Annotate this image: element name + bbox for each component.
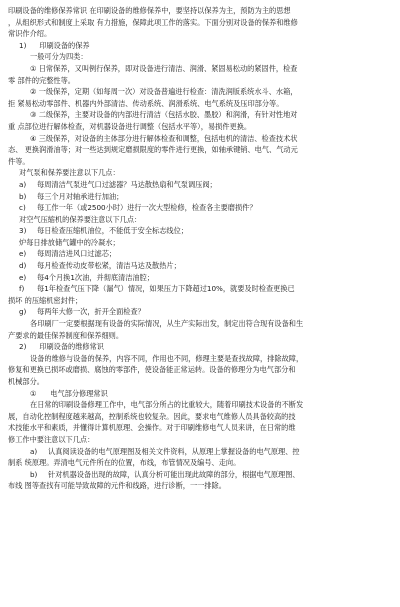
item-text: 每1年检查气压下降（漏气）情况，如果压力下降超过10%，就要及时检查更换已 bbox=[37, 284, 295, 294]
text-line: 态、 更换润滑油等；对一些达到规定磨损限度的零件进行更换，如轴承键销、电气、气动元 bbox=[8, 145, 298, 155]
text-line: ③ 二级保养，主要对设备的内部进行清洁（包括水胶、墨胶）和润滑，有针对性地对 bbox=[30, 110, 298, 120]
list-item bbox=[8, 306, 390, 318]
item-label: d) bbox=[19, 261, 27, 271]
section-heading-repair bbox=[8, 341, 390, 353]
item-label: a) bbox=[19, 179, 27, 189]
subsection-heading-electrical bbox=[8, 388, 390, 400]
text-line: 常识作介绍。 bbox=[8, 29, 52, 39]
text-line bbox=[8, 469, 390, 481]
text-line: 在日常的印刷设备修理工作中，电气部分所占的比重较大，随着印刷技术设备的不断发 bbox=[30, 400, 304, 410]
text-line: 布线 图等查找有可能导致故障的元件和线路，进行诊断，一一排除。 bbox=[8, 481, 226, 491]
list-item bbox=[8, 260, 390, 272]
text-line bbox=[8, 283, 390, 295]
list-item bbox=[8, 446, 390, 469]
text-line: ，从组织形式和制度上采取 有力措施，保障此项工作的落实。下面分别对设备的保养和维修 bbox=[8, 17, 298, 27]
text-line: 制系 统原理。弄清电气元件所在的位置，布线，布管情况及编号、走向。 bbox=[8, 458, 241, 468]
section-number: 2) bbox=[19, 342, 27, 352]
air-pump-heading: 对气泵和保养要注意以下几点： bbox=[19, 168, 120, 178]
item-label: b) bbox=[19, 191, 27, 201]
text-line: 术技能水平和素质，并懂得计算机原理、会操作。对于印刷维修电气人员来讲，在日常的维 bbox=[8, 423, 296, 433]
item-text: 每周清洁进风口过滤芯； bbox=[37, 249, 117, 259]
section-title: 印刷设备的维修常识 bbox=[39, 342, 104, 352]
item-label: b) bbox=[30, 469, 38, 479]
item-text: 每三个月对轴承进行加油； bbox=[37, 191, 124, 201]
item-label: g) bbox=[19, 307, 27, 317]
maintenance-type-item bbox=[8, 86, 390, 109]
text-line: ④ 三级保养，对设备的主体部分进行解体检查和调整，包括电机的清洁、检查技术状 bbox=[30, 133, 298, 143]
item-text: 每日检查压缩机油位，不能低于安全标志线位； bbox=[37, 226, 188, 236]
maintenance-type-item bbox=[8, 133, 390, 168]
section-heading-maintenance bbox=[8, 40, 390, 52]
text-line: 修复和更换已损坏或磨损、腐蚀的零部件，使设备能正常运转。设备的修理分为电气部分和 bbox=[8, 365, 296, 375]
list-item bbox=[8, 283, 390, 306]
compressor-conclusion bbox=[8, 318, 390, 341]
section-number: 1) bbox=[19, 40, 27, 50]
compressor-heading: 对空气压缩机的保养要注意以下几点： bbox=[19, 214, 142, 224]
text-line: 印刷设备的维修保养常识 在印刷设备的维修保养中，要坚持以保养为主，预防为主的思想 bbox=[8, 6, 291, 15]
list-item bbox=[8, 248, 390, 260]
item-text: 认真阅读设备的电气原理图及相关文件资料，从原理上掌握设备的电气原理、控 bbox=[48, 446, 300, 456]
electrical-list bbox=[8, 446, 390, 492]
list-item bbox=[8, 191, 390, 203]
list-item bbox=[8, 469, 390, 492]
text-line: 设备的维修与设备的保养，内容不同，作用也不同，修理主要是查找故障，排除故障， bbox=[30, 353, 304, 363]
item-text: 每两年大修一次，折开全面检查？ bbox=[37, 307, 145, 317]
text-line: 件等。 bbox=[8, 156, 30, 166]
item-label: e) bbox=[19, 272, 27, 282]
subsection-title: 电气部分修理常识 bbox=[50, 388, 108, 398]
repair-paragraph bbox=[8, 353, 390, 388]
air-pump-list bbox=[8, 179, 390, 214]
text-line: 机械部分。 bbox=[8, 377, 44, 386]
item-label: 3) bbox=[19, 226, 27, 236]
item-text: 针对机器设备出现的故障，认真分析可能出现此故障的部分，根据电气原理图、 bbox=[48, 469, 300, 479]
text-line: ① 日常保养，又叫例行保养，即对设备进行清洁、润滑、紧固易松动的紧固件，检查 bbox=[30, 63, 298, 73]
text-line bbox=[8, 446, 390, 458]
item-label: a) bbox=[30, 446, 38, 456]
maintenance-type-item bbox=[8, 63, 390, 86]
text-line: 拒 紧易松动零部件、机器内外部清洁、传动系统、润滑系统、电气系统及压印部分等。 bbox=[8, 98, 284, 108]
text-line: ② 一级保养，定期（如每周一次）对设备普遍进行检查：清洗润版系统水斗、水箱， bbox=[30, 87, 298, 97]
item-text: 每月检查传动皮带松紧，清洁马达及散热片； bbox=[37, 261, 181, 271]
list-item bbox=[8, 202, 390, 214]
maintenance-intro: 一般可分为四类： bbox=[30, 52, 88, 62]
item-label: e) bbox=[19, 249, 27, 259]
list-item: 炉每日排放储气罐中的冷凝水； bbox=[19, 237, 120, 247]
maintenance-type-list bbox=[8, 63, 390, 167]
text-line: 损坏 的压缩机密封件； bbox=[8, 295, 83, 305]
text-line: 各印刷厂一定要根据现有设备的实际情况，从生产实际出发，制定出符合现有设备和生 bbox=[30, 319, 304, 329]
text-line: 零 部件的完整性等。 bbox=[8, 75, 75, 85]
electrical-paragraph bbox=[8, 399, 390, 445]
compressor-list bbox=[8, 225, 390, 318]
text-line: 展，自动化控制程度越来越高，控制系统也较复杂。因此，要求电气维修人员具备较高的技 bbox=[8, 411, 296, 421]
intro-paragraph bbox=[8, 5, 390, 40]
item-text: 每工作一年（或2500小时）进行一次大型检修，检查各主要磨损件？ bbox=[37, 203, 257, 213]
subsection-number: ① bbox=[30, 388, 37, 398]
list-item bbox=[8, 179, 390, 191]
text-line: 重 点部位进行解体检查，对机器设备进行调整（包括水平等），易损件更换。 bbox=[8, 121, 252, 131]
item-label: c) bbox=[19, 203, 26, 213]
list-item bbox=[8, 225, 390, 237]
maintenance-type-item bbox=[8, 109, 390, 132]
item-text: 每周清洁气泵进气口过滤器？马达散热扇和气泵调压阀； bbox=[37, 179, 217, 189]
item-text: 每4个月换1次油，并彻底清洁油腔； bbox=[37, 272, 154, 282]
item-label: f) bbox=[19, 284, 25, 294]
section-title: 印刷设备的保养 bbox=[39, 40, 90, 50]
list-item bbox=[8, 272, 390, 284]
text-line: 产要求的最佳保养制度和保养细则。 bbox=[8, 330, 124, 340]
text-line: 修工作中要注意以下几点： bbox=[8, 434, 95, 444]
